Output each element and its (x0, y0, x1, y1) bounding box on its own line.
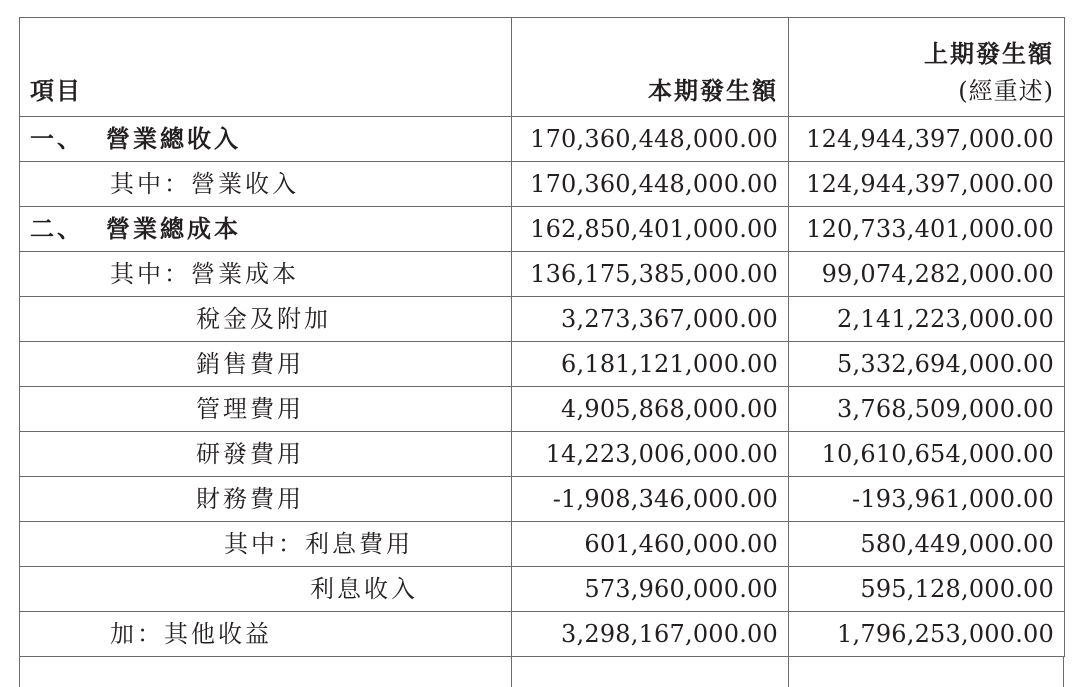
table-row-operating-cost (20, 252, 1065, 297)
table-continuation (19, 657, 1064, 687)
header-previous-period-label: 上期發生額 (924, 40, 1054, 68)
item-cell: 加：其他收益 (20, 612, 512, 657)
item-cell: 利息收入 (20, 567, 512, 612)
row-prefix: 二、 (30, 215, 84, 243)
previous-cell: -193,961,000.00 (789, 477, 1065, 522)
row-prefix: 一、 (30, 125, 84, 153)
previous-cell: 10,610,654,000.00 (789, 432, 1065, 477)
table-row-taxes-surcharges (20, 297, 1065, 342)
item-cell: 銷售費用 (20, 342, 512, 387)
table-row-operating-revenue (20, 162, 1065, 207)
previous-cell: 120,733,401,000.00 (789, 207, 1065, 252)
current-cell: 573,960,000.00 (512, 567, 789, 612)
header-current-period: 本期發生額 (512, 18, 789, 117)
row-label: 營業總成本 (106, 215, 241, 243)
previous-cell: 595,128,000.00 (789, 567, 1065, 612)
previous-cell: 3,768,509,000.00 (789, 387, 1065, 432)
table-row-other-income (20, 612, 1065, 657)
previous-cell: 5,332,694,000.00 (789, 342, 1065, 387)
current-cell: 3,273,367,000.00 (512, 297, 789, 342)
item-cell: 其中：利息費用 (20, 522, 512, 567)
table-row-interest-income (20, 567, 1065, 612)
previous-cell: 580,449,000.00 (789, 522, 1065, 567)
current-cell: 4,905,868,000.00 (512, 387, 789, 432)
previous-cell: 124,944,397,000.00 (789, 117, 1065, 162)
item-cell: 研發費用 (20, 432, 512, 477)
current-cell: 6,181,121,000.00 (512, 342, 789, 387)
item-cell: 管理費用 (20, 387, 512, 432)
previous-cell: 2,141,223,000.00 (789, 297, 1065, 342)
current-cell: 136,175,385,000.00 (512, 252, 789, 297)
previous-cell: 1,796,253,000.00 (789, 612, 1065, 657)
current-cell: 162,850,401,000.00 (512, 207, 789, 252)
item-cell: 稅金及附加 (20, 297, 512, 342)
item-cell: 其中：營業成本 (20, 252, 512, 297)
previous-cell: 99,074,282,000.00 (789, 252, 1065, 297)
current-cell: 170,360,448,000.00 (512, 117, 789, 162)
header-item: 項目 (20, 18, 512, 117)
table-row-rd-expenses (20, 432, 1065, 477)
previous-cell: 124,944,397,000.00 (789, 162, 1065, 207)
current-cell: -1,908,346,000.00 (512, 477, 789, 522)
income-statement-table (19, 17, 1065, 657)
table-row-admin-expenses (20, 387, 1065, 432)
table-row-interest-expense (20, 522, 1065, 567)
column-divider (1063, 657, 1064, 687)
current-cell: 170,360,448,000.00 (512, 162, 789, 207)
income-statement (19, 17, 1064, 657)
column-divider (19, 657, 20, 687)
item-cell (20, 117, 512, 162)
current-cell: 3,298,167,000.00 (512, 612, 789, 657)
current-cell: 14,223,006,000.00 (512, 432, 789, 477)
table-row-total-cost (20, 207, 1065, 252)
header-previous-period (789, 18, 1065, 117)
column-divider (788, 657, 789, 687)
item-cell: 財務費用 (20, 477, 512, 522)
table-row-selling-expenses (20, 342, 1065, 387)
item-cell: 其中：營業收入 (20, 162, 512, 207)
item-cell (20, 207, 512, 252)
current-cell: 601,460,000.00 (512, 522, 789, 567)
header-restated-note: (經重述) (958, 77, 1054, 105)
table-header-row (20, 18, 1065, 117)
column-divider (511, 657, 512, 687)
table-row-finance-expenses (20, 477, 1065, 522)
table-row-total-revenue (20, 117, 1065, 162)
row-label: 營業總收入 (106, 125, 241, 153)
